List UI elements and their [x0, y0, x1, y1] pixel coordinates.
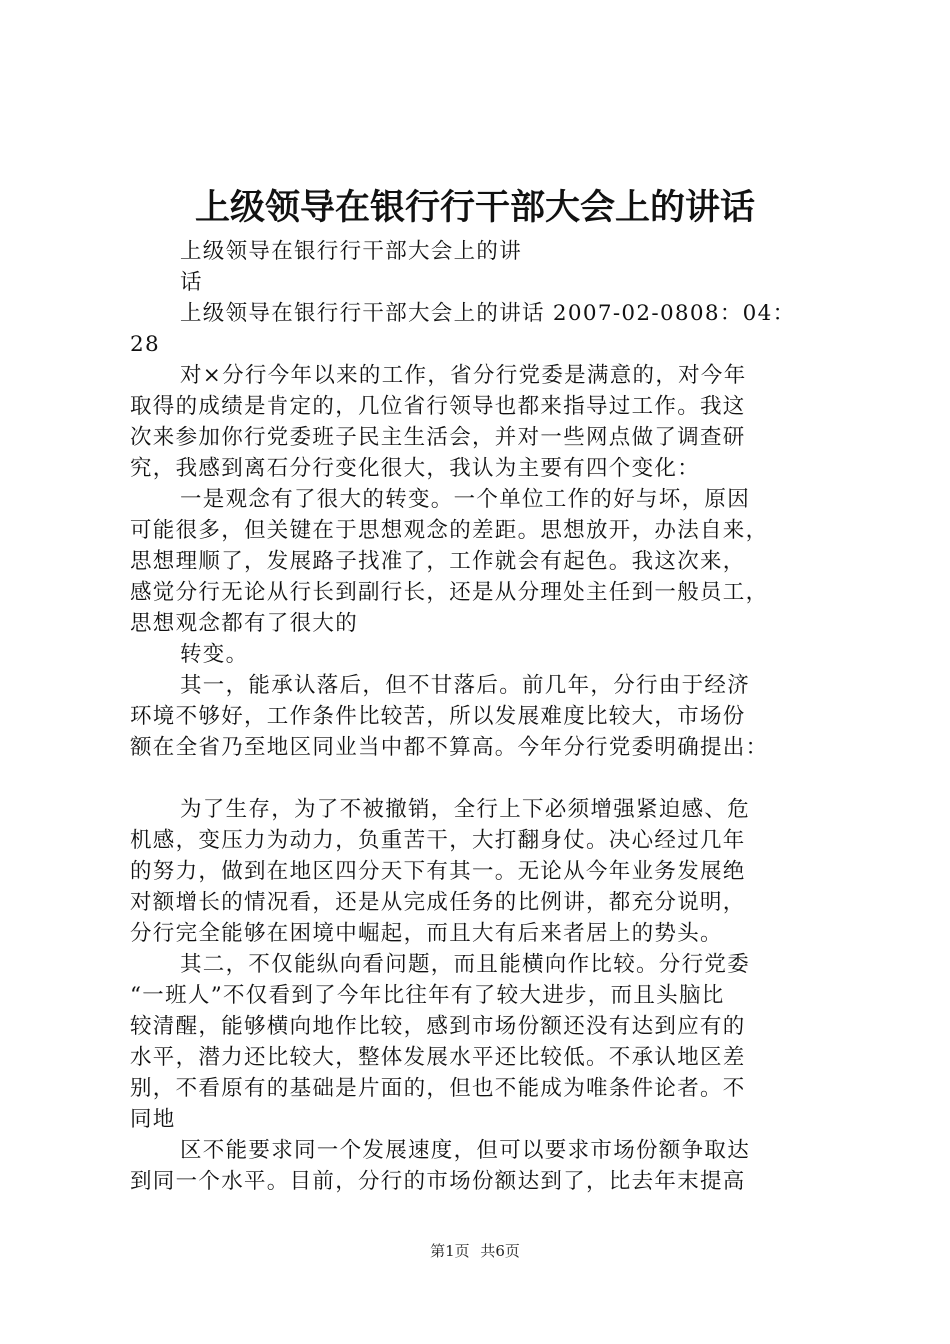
text-line: 思想观念都有了很大的	[130, 611, 359, 636]
document-body	[130, 236, 835, 1197]
text-line: 次来参加你行党委班子民主生活会，并对一些网点做了调查研	[130, 425, 746, 450]
document-title: 上级领导在银行行干部大会上的讲话	[194, 187, 755, 228]
text-line: 为了生存，为了不被撤销，全行上下必须增强紧迫感、危	[180, 797, 751, 822]
text-line: 对额增长的情况看，还是从完成任务的比例讲，都充分说明，	[130, 890, 746, 915]
text-line: 28	[130, 332, 160, 357]
page-footer	[0, 1241, 950, 1261]
text-line: 一是观念有了很大的转变。一个单位工作的好与坏，原因	[180, 487, 751, 512]
text-line: 其一，能承认落后，但不甘落后。前几年，分行由于经济	[180, 673, 751, 698]
text-line: 环境不够好，工作条件比较苦，所以发展难度比较大，市场份	[130, 704, 746, 729]
text-line: 转变。	[180, 642, 249, 667]
text-line: 别，不看原有的基础是片面的，但也不能成为唯条件论者。不	[130, 1076, 746, 1101]
text-line: 其二，不仅能纵向看问题，而且能横向作比较。分行党委	[180, 952, 751, 977]
text-line: 上级领导在银行行干部大会上的讲	[180, 239, 523, 264]
text-line: 较清醒，能够横向地作比较，感到市场份额还没有达到应有的	[130, 1014, 746, 1039]
text-line: 思想理顺了，发展路子找准了，工作就会有起色。我这次来，	[130, 549, 746, 574]
text-line: 取得的成绩是肯定的，几位省行领导也都来指导过工作。我这	[130, 394, 746, 419]
text-line: 可能很多，但关键在于思想观念的差距。思想放开，办法自来，	[130, 518, 769, 543]
text-line: 的努力，做到在地区四分天下有其一。无论从今年业务发展绝	[130, 859, 746, 884]
text-line: “一班人”不仅看到了今年比往年有了较大进步，而且头脑比	[130, 983, 725, 1008]
text-line: 感觉分行无论从行长到副行长，还是从分理处主任到一般员工，	[130, 580, 769, 605]
text-line: 话	[180, 270, 203, 295]
text-line: 究，我感到离石分行变化很大，我认为主要有四个变化：	[130, 456, 701, 481]
text-line: 额在全省乃至地区同业当中都不算高。今年分行党委明确提出：	[130, 735, 769, 760]
text-line: 同地	[130, 1107, 176, 1132]
text-line: 分行完全能够在困境中崛起，而且大有后来者居上的势头。	[130, 921, 723, 946]
text-line: 到同一个水平。目前，分行的市场份额达到了，比去年末提高	[130, 1169, 746, 1194]
text-line: 对×分行今年以来的工作，省分行党委是满意的，对今年	[180, 363, 747, 388]
page-total: 共6页	[480, 1242, 520, 1260]
text-line: 区不能要求同一个发展速度，但可以要求市场份额争取达	[180, 1138, 751, 1163]
text-line: 机感，变压力为动力，负重苦干，大打翻身仗。决心经过几年	[130, 828, 746, 853]
text-line	[130, 763, 835, 794]
page-number: 第1页	[430, 1242, 470, 1260]
text-line: 上级领导在银行行干部大会上的讲话 2007-02-0808：04：	[180, 301, 796, 326]
text-line: 水平，潜力还比较大，整体发展水平还比较低。不承认地区差	[130, 1045, 746, 1070]
